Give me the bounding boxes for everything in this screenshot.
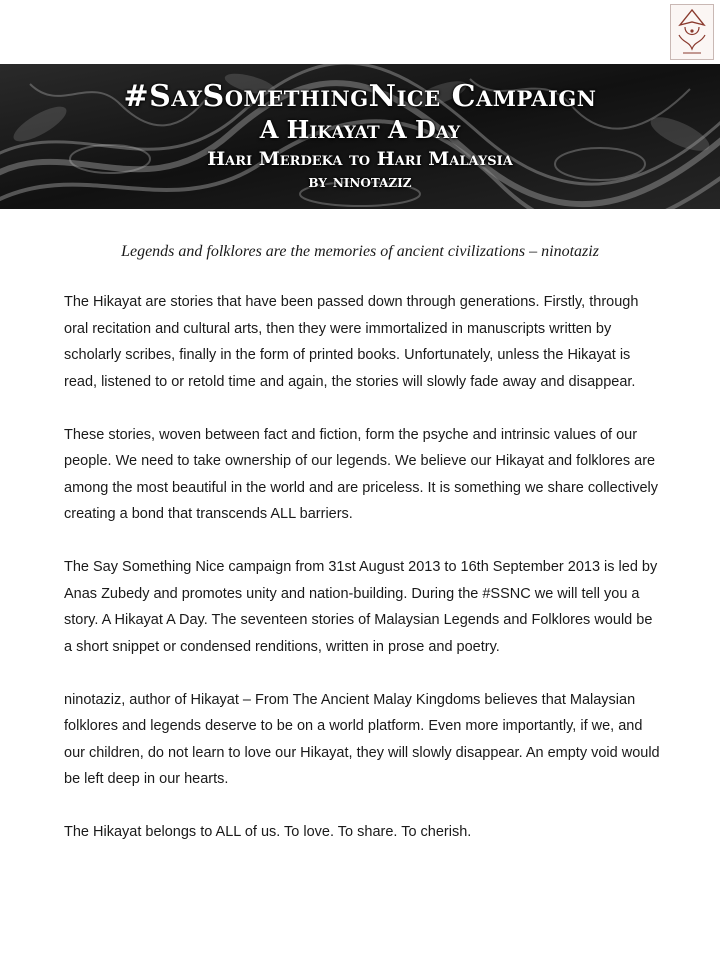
- paragraph-4: ninotaziz, author of Hikayat – From The Ancient Malay Kingdoms believes that Malaysian folklores and legends deserve to be on a world platform. Even more importantly, if we, and our children, do not learn to love our Hikayat, they will slowly disappear. An empty void would be left deep in our hearts.: [64, 691, 660, 787]
- paragraph-1: The Hikayat are stories that have been passed down through generations. Firstly, through oral recitation and cultural arts, then they were immortalized in manuscripts written by scholarly scribes, finally in the form of printed books. Unfortunately, unless the Hikayat is read, listened to or retold time and again, the stories will slowly fade away and disappear.: [64, 294, 639, 390]
- paragraph-3: The Say Something Nice campaign from 31st August 2013 to 16th September 2013 is led by Anas Zubedy and promotes unity and nation-building. During the #SSNC we will tell you a story. A Hikayat A Day. The seventeen stories of Malaysian Legends and Folklores would be a short snippet or condensed renditions, written in prose and poetry.: [64, 559, 658, 655]
- article-body: [64, 289, 664, 872]
- campaign-subtitle: A Hikayat A Day: [259, 115, 461, 144]
- header-banner: [0, 64, 720, 209]
- paragraph-2: These stories, woven between fact and fiction, form the psyche and intrinsic values of our people. We need to take ownership of our legends. We believe our Hikayat and folklores are among the most beautiful in the world and are priceless. It is something we share collectively creating a bond that transcends ALL barriers.: [64, 426, 658, 522]
- hikayat-arts-logo: [670, 4, 714, 60]
- campaign-byline: by ninotaziz: [308, 172, 412, 192]
- paragraph-5: The Hikayat belongs to ALL of us. To love. To share. To cherish.: [64, 824, 472, 840]
- epigraph-quote: Legends and folklores are the memories of ancient civilizations – ninotaziz: [121, 243, 599, 260]
- logo-emblem-icon: [671, 5, 713, 59]
- campaign-title: #SaySomethingNice Campaign: [123, 79, 597, 114]
- campaign-date-range: Hari Merdeka to Hari Malaysia: [207, 148, 513, 170]
